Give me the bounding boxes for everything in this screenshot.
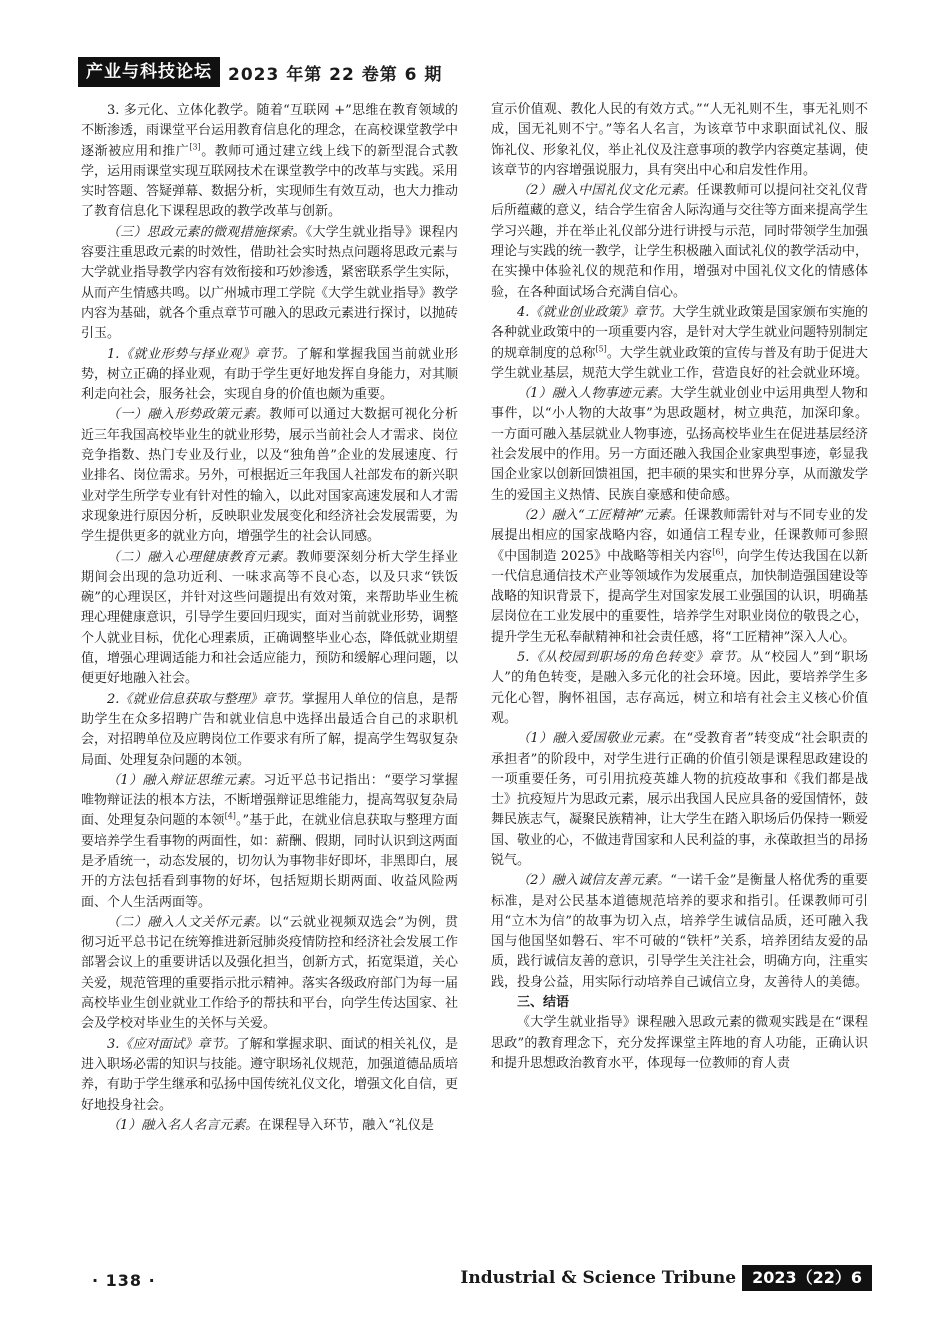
paragraph: （二）融入心理健康教育元素。教师要深刻分析大学生择业期间会出现的急功近利、一味求高等不良心态，以及只求“铁饭碗”的心理误区，并针对这些问题提出有效对策，来帮助毕业生梳理心理健康意识，引导学生要回归现实，面对当前就业形势，调整个人就业目标，优化心理素质，正确调整毕业心态，降低就业期望值，增强心理调适能力和社会适应能力，预防和缓解心理问题，以便更好地融入社会。: [81, 549, 459, 687]
right-column: [491, 100, 868, 1074]
paragraph: 3. 多元化、立体化教学。随着“互联网 +”思维在教育领域的不断渗透，雨课堂平台运用教育信息化的理念，在高校课堂教学中逐渐被应用和推广[3]。教师可通过建立线上线下的新型混合式教学，运用雨课堂实现互联网技术在课堂教学中的改革与实践。采用实时答题、答疑弹幕、数据分析，实现师生有效互动，也大力推动了教育信息化下课程思政的教学改革与创新。: [81, 103, 459, 220]
subheading: （2）融入“工匠精神”元素。: [517, 507, 684, 523]
subheading: （2）融入中国礼仪文化元素。: [517, 183, 697, 199]
subheading: 4.《就业创业政策》章节。: [517, 304, 673, 320]
paragraph: 4.《就业创业政策》章节。大学生就业政策是国家颁布实施的各种就业政策中的一项重要内容，是针对大学生就业问题特别制定的规章制度的总称[5]。大学生就业政策的宣传与普及有助于促进大学生就业基层，规范大学生就业工作，营造良好的社会就业环境。: [491, 304, 869, 381]
paragraph: （2）融入中国礼仪文化元素。任课教师可以提问社交礼仪背后所蕴藏的意义，结合学生宿舍人际沟通与交往等方面来提高学生学习兴趣，并在举止礼仪部分进行讲授与示范，同时带领学生加强理论与实践的统一教学，让学生积极融入面试礼仪的教学活动中，在实操中体验礼仪的规范和作用，增强对中国礼仪文化的情感体验，在各种面试场合充满自信心。: [491, 183, 869, 300]
citation-ref: [5]: [595, 344, 607, 354]
paragraph: 1.《就业形势与择业观》章节。了解和掌握我国当前就业形势，树立正确的择业观，有助于学生更好地发挥自身能力，对其顺利走向社会，服务社会，实现自身的价值也颇为重要。: [81, 346, 459, 403]
paragraph: （三）思政元素的微观措施探索。《大学生就业指导》课程内容要注重思政元素的时效性，借助社会实时热点问题将思政元素与大学就业指导教学内容有效衔接和巧妙渗透，紧密联系学生实际，从而产生情感共鸣。以广州城市理工学院《大学生就业指导》教学内容为基础，就各个重点章节可融入的思政元素进行探讨，以抛砖引玉。: [81, 224, 459, 342]
citation-ref: [6]: [712, 547, 724, 557]
subheading: 5.《从校园到职场的角色转变》章节。: [517, 650, 751, 666]
citation-ref: [4]: [224, 812, 236, 822]
subheading: （1）融入名人名言元素。: [107, 1117, 259, 1133]
page-footer: [460, 1265, 872, 1291]
paragraph: （一）融入形势政策元素。教师可以通过大数据可视化分析近三年我国高校毕业生的就业形势，展示当前社会人才需求、岗位竞争指数、热门专业及行业，以及“独角兽”企业的发展速度、行业排名、岗位需求。另外，可根据近三年我国人社部发布的新兴职业对学生所学专业有针对性的输入，以此对国家高速发展和人才需求现象进行原因分析，反映职业发展变化和经济社会发展需要，为学生提供更多的就业方向，增强学生的社会认同感。: [81, 407, 459, 545]
subheading: （二）融入心理健康教育元素。: [107, 549, 297, 565]
journal-english-name: Industrial & Science Tribune: [460, 1268, 737, 1288]
paragraph: （二）融入人文关怀元素。以“云就业视频双选会”为例，贯彻习近平总书记在统筹推进新冠肺炎疫情防控和经济社会发展工作部署会议上的重要讲话以及强化担当，创新方式，拓宽渠道，关心关爱，规范管理的重要指示批示精神。落实各级政府部门为每一届高校毕业生创业就业工作给予的帮扶和平台，向学生传达国家、社会及学校对毕业生的关怀与关爱。: [81, 914, 459, 1032]
paragraph: （1）融入辩证思维元素。习近平总书记指出：“要学习掌握唯物辩证法的根本方法，不断增强辩证思维能力，提高驾驭复杂局面、处理复杂问题的本领[4]。”基于此，在就业信息获取与整理方面要培养学生看事物的两面性，如：薪酬、假期，同时认识到这两面是矛盾统一，动态发展的，切勿认为事物非好即坏，非黑即白，展开的方法包括看到事物的好坏，包括短期长期两面、收益风险两面、个人生活两面等。: [81, 772, 459, 910]
subheading: （1）融入爱国敬业元素。: [517, 731, 674, 747]
page-number: · 138 ·: [92, 1271, 156, 1290]
subheading: （2）融入诚信友善元素。: [517, 873, 671, 889]
subheading: （二）融入人文关怀元素。: [107, 914, 269, 930]
paragraph: （1）融入名人名言元素。在课程导入环节，融入“礼仪是: [107, 1117, 434, 1133]
issue-label: 2023 年第 22 卷第 6 期: [228, 64, 443, 85]
paragraph: 5.《从校园到职场的角色转变》章节。从“校园人”到“职场人”的角色转变，是融入多元化的社会环境。因此，要培养学生多元化心智，胸怀祖国，志存高远，树立和培有社会主义核心价值观。: [491, 650, 868, 726]
paragraph: 宣示价值观、教化人民的有效方式。”“人无礼则不生，事无礼则不成，国无礼则不宁。”等名人名言，为该章节中求职面试礼仪、服饰礼仪、形象礼仪，举止礼仪及注意事项的教学内容奠定基调，使该章节的内容增强说服力，具有突出中心和启发性作用。: [491, 102, 869, 178]
paragraph: 《大学生就业指导》课程融入思政元素的微观实践是在“课程思政”的教育理念下，充分发挥课堂主阵地的育人功能，正确认识和提升思想政治教育水平，体现每一位教师的育人责: [491, 1015, 868, 1071]
paragraph: （1）融入爱国敬业元素。在“受教育者”转变成“社会职责的承担者”的阶段中，对学生进行正确的价值引领是课程思政建设的一项重要任务，可引用抗疫英雄人物的抗疫故事和《我们都是战士》抗疫短片为思政元素，展示出我国人民应具备的爱国情怀，鼓舞民族志气，凝聚民族精神，让大学生在踏入职场后仍保持一颗爱国、敬业的心，不做违背国家和人民利益的事，永葆敢担当的昂扬锐气。: [491, 731, 869, 868]
paragraph: （2）融入诚信友善元素。“一诺千金”是衡量人格优秀的重要标准，是对公民基本道德规范培养的要求和指引。任课教师可引用“立木为信”的故事为切入点，培养学生诚信品质，还可融入我国与他国坚如磐石、牢不可破的“铁杆”关系，培养团结友爱的品质，践行诚信友善的意识，引导学生关注社会，明确方向，注重实践，投身公益，用实际行动培养自己诚信立身，友善待人的美德。: [491, 873, 869, 990]
journal-name-badge: 产业与科技论坛: [78, 57, 220, 87]
subheading: （三）思政元素的微观措施探索。: [107, 224, 306, 240]
subheading: 3.《应对面试》章节。: [107, 1036, 237, 1052]
paragraph: 2.《就业信息获取与整理》章节。掌握用人单位的信息，是帮助学生在众多招聘广告和就业信息中选择出最适合自己的求职机会，对招聘单位及应聘岗位工作要求有所了解，提高学生驾驭复杂局面、处理复杂问题的本领。: [81, 691, 459, 768]
section-heading: 三、结语: [517, 995, 570, 1011]
left-column: [81, 101, 458, 1136]
issue-badge: 2023（22）6: [742, 1265, 872, 1291]
subheading: （一）融入形势政策元素。: [107, 407, 270, 423]
paragraph: 3.《应对面试》章节。了解和掌握求职、面试的相关礼仪，是进入职场必需的知识与技能。遵守职场礼仪规范，加强道德品质培养，有助于学生继承和弘扬中国传统礼仪文化，增强文化自信，更好地投身社会。: [81, 1036, 459, 1113]
paragraph: （2）融入“工匠精神”元素。任课教师需针对与不同专业的发展提出相应的国家战略内容，如通信工程专业，任课教师可参照《中国制造 2025》中战略等相关内容[6]，向学生传达我国在以新一代信息通信技术产业等领域作为发展重点，加快制造强国建设等战略的知识背景下，提高学生对国家发展工业强国的认识，明确基层岗位在工业发展中的重要性，培养学生对职业岗位的敬畏之心，提升学生无私奉献精神和社会责任感，将“工匠精神”深入人心。: [491, 507, 869, 645]
subheading: 1.《就业形势与择业观》章节。: [107, 346, 297, 362]
page-header: [78, 57, 442, 87]
citation-ref: [3]: [189, 142, 201, 152]
subheading: （1）融入辩证思维元素。: [107, 772, 264, 788]
paragraph: （1）融入人物事迹元素。大学生就业创业中运用典型人物和事件，以“小人物的大故事”为思政题材，树立典范，加深印象。一方面可融入基层就业人物事迹，弘扬高校毕业生在促进基层经济社会发展中的作用。另一方面还融入我国企业家典型事迹，彰显我国企业家以创新回馈祖国，把丰硕的果实和世界分享，从而激发学生的爱国主义热情、民族自豪感和使命感。: [491, 386, 869, 503]
subheading: （1）融入人物事迹元素。: [517, 386, 671, 402]
subheading: 2.《就业信息获取与整理》章节。: [107, 691, 302, 707]
